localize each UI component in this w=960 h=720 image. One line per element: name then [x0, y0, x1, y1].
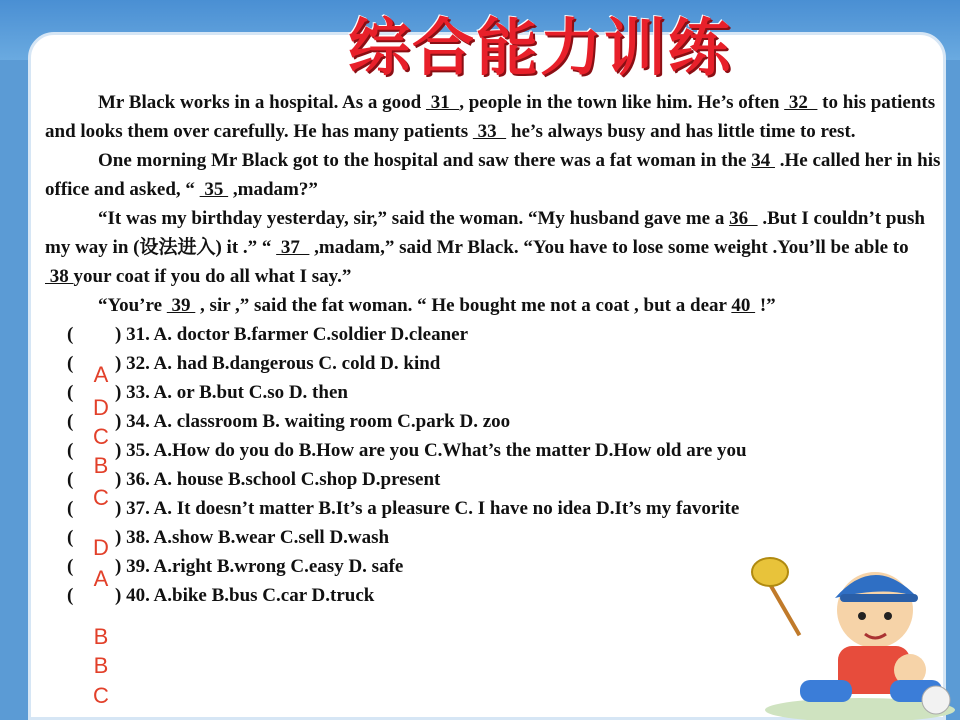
question-item: ( ) 38. A.show B.wear C.sell D.wash	[67, 527, 390, 548]
blank-38: 38	[45, 266, 74, 287]
blank-37: 37	[276, 237, 310, 258]
answer-34: B	[93, 453, 109, 478]
question-item: ( ) 34. A. classroom B. waiting room C.park D. zoo	[67, 411, 511, 432]
answer-35: C	[93, 485, 109, 510]
answer-40: C	[93, 683, 109, 708]
passage-paragraph-4: “You’re 39 , sir ,” said the fat woman. “ He bought me not a coat , but a dear 40 !”	[98, 295, 776, 316]
answer-36: D	[93, 535, 109, 560]
question-item: ( ) 40. A.bike B.bus C.car D.truck	[67, 585, 375, 606]
question-item: ( ) 35. A.How do you do B.How are you C.What’s the matter D.How old are you	[67, 440, 747, 461]
answer-33: C	[93, 424, 109, 449]
blank-31: 31	[425, 92, 460, 113]
passage-paragraph-3: “It was my birthday yesterday, sir,” said the woman. “My husband gave me a 36 .But I couldn’t push my way in (设法进入) it .” “ 37 ,madam,” said Mr Black. “You have to lose some weight .You’ll be able to 38 your coat if you do all what I say.”	[45, 208, 925, 287]
passage-paragraph-1: Mr Black works in a hospital. As a good 31 , people in the town like him. He’s often 32 to his patients and looks them over carefully. He has many patients 33 he’s always busy and has little time to rest.	[45, 92, 936, 142]
blank-34: 34	[751, 150, 775, 171]
cartoon-boy-illustration	[740, 550, 960, 720]
blank-35: 35	[199, 179, 229, 200]
blank-32: 32	[784, 92, 818, 113]
question-item: ( ) 33. A. or B.but C.so D. then	[67, 382, 348, 403]
answer-37: A	[93, 566, 109, 591]
question-item: ( ) 31. A. doctor B.farmer C.soldier D.cleaner	[67, 324, 469, 345]
blank-39: 39	[166, 295, 196, 316]
passage-paragraph-2: One morning Mr Black got to the hospital and saw there was a fat woman in the 34 .He called her in his office and asked, “ 35 ,madam?”	[45, 150, 941, 200]
blank-36: 36	[729, 208, 758, 229]
blank-40: 40	[731, 295, 756, 316]
answer-32: D	[93, 395, 109, 420]
question-item: ( ) 36. A. house B.school C.shop D.present	[67, 469, 441, 490]
question-item: ( ) 32. A. had B.dangerous C. cold D. kind	[67, 353, 441, 374]
answer-38: B	[93, 624, 109, 649]
answer-31: A	[93, 362, 109, 387]
answer-39: B	[93, 653, 109, 678]
exercise-text	[45, 88, 950, 610]
question-item: ( ) 37. A. It doesn’t matter B.It’s a pleasure C. I have no idea D.It’s my favorite	[67, 498, 740, 519]
blank-33: 33	[472, 121, 507, 142]
question-item: ( ) 39. A.right B.wrong C.easy D. safe	[67, 556, 404, 577]
slide-title: 综合能力训练	[347, 11, 732, 84]
